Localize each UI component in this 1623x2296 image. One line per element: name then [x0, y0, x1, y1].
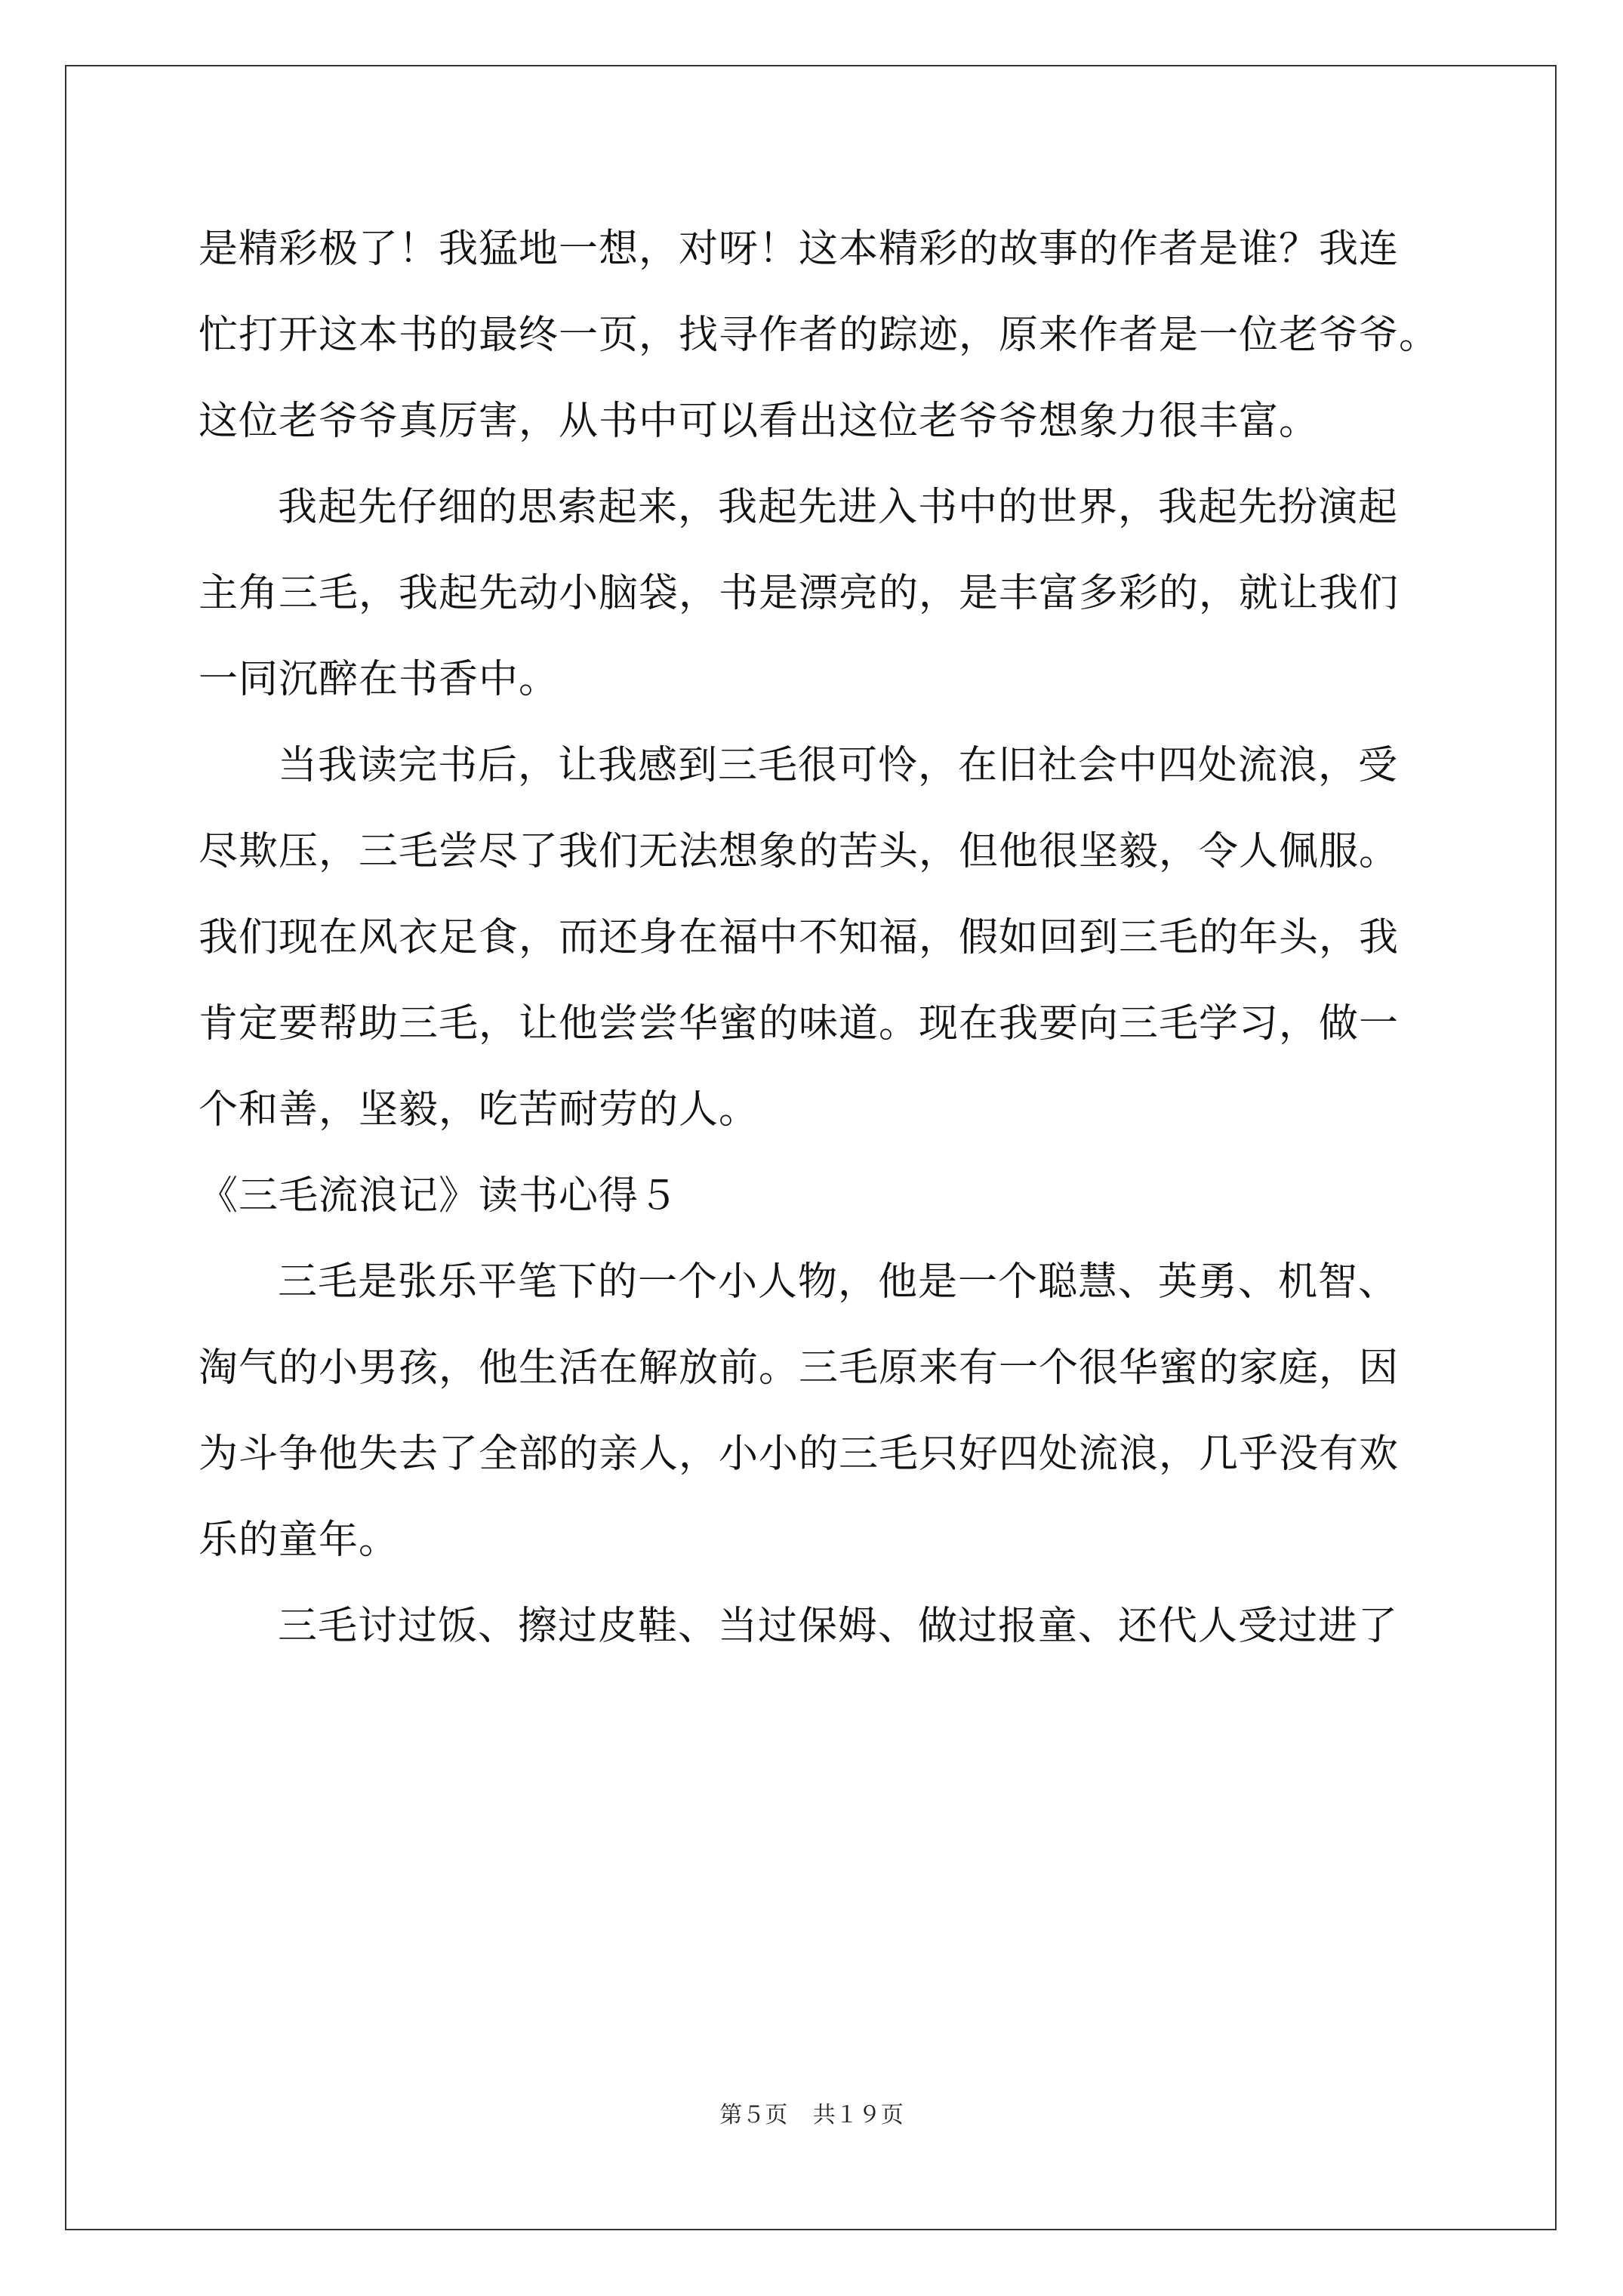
paragraph-start-line: 当我读完书后，让我感到三毛很可怜，在旧社会中四处流浪，受 — [278, 743, 1399, 788]
page-total: 共１９页 — [812, 2102, 904, 2128]
text-line: 一同沉醉在书香中。 — [199, 657, 559, 702]
text-line: 淘气的小男孩，他生活在解放前。三毛原来有一个很华蜜的家庭，因 — [199, 1345, 1400, 1391]
text-line: 主角三毛，我起先动小脑袋，书是漂亮的，是丰富多彩的，就让我们 — [199, 571, 1400, 616]
page-footer — [0, 2102, 1623, 2129]
text-line: 乐的童年。 — [199, 1518, 399, 1563]
text-line: 肯定要帮助三毛，让他尝尝华蜜的味道。现在我要向三毛学习，做一 — [199, 1001, 1400, 1046]
paragraph-start-line: 我起先仔细的思索起来，我起先进入书中的世界，我起先扮演起 — [278, 485, 1399, 530]
text-line: 是精彩极了！我猛地一想，对呀！这本精彩的故事的作者是谁？我连 — [199, 227, 1400, 272]
page-number: 第５页 — [719, 2102, 788, 2128]
text-line: 尽欺压，三毛尝尽了我们无法想象的苦头，但他很坚毅，令人佩服。 — [199, 829, 1400, 874]
section-heading: 《三毛流浪记》读书心得５ — [199, 1173, 679, 1219]
text-line: 为斗争他失去了全部的亲人，小小的三毛只好四处流浪，几乎没有欢 — [199, 1432, 1400, 1477]
text-line: 我们现在风衣足食，而还身在福中不知福，假如回到三毛的年头，我 — [199, 915, 1400, 960]
text-line: 忙打开这本书的最终一页，找寻作者的踪迹，原来作者是一位老爷爷。 — [199, 313, 1440, 358]
text-line: 这位老爷爷真厉害，从书中可以看出这位老爷爷想象力很丰富。 — [199, 399, 1320, 444]
paragraph-start-line: 三毛是张乐平笔下的一个小人物，他是一个聪慧、英勇、机智、 — [278, 1259, 1399, 1305]
paragraph-start-line: 三毛讨过饭、擦过皮鞋、当过保姆、做过报童、还代人受过进了 — [278, 1604, 1399, 1649]
text-line: 个和善，坚毅，吃苦耐劳的人。 — [199, 1087, 759, 1133]
page-frame — [65, 65, 1557, 2230]
